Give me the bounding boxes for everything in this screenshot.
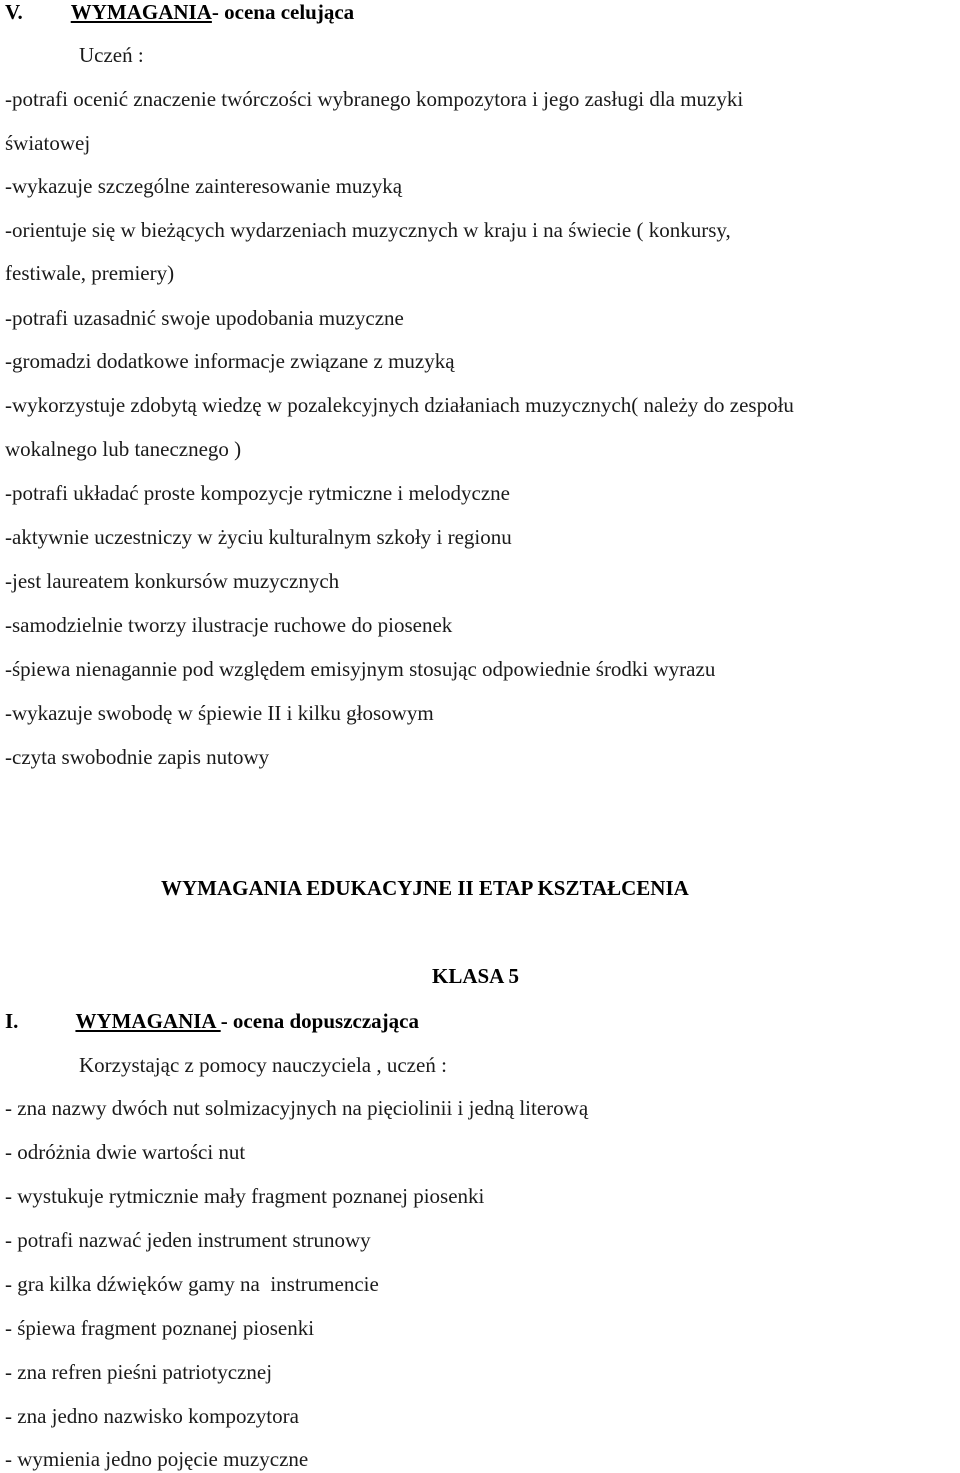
list-item: -wykorzystuje zdobytą wiedzę w pozalekcyjnych działaniach muzycznych( należy do zespołu xyxy=(5,393,794,417)
section-v-intro: Uczeń : xyxy=(79,43,144,67)
list-item: - zna nazwy dwóch nut solmizacyjnych na pięciolinii i jedną literową xyxy=(5,1096,589,1120)
list-item: - wystukuje rytmicznie mały fragment poznanej piosenki xyxy=(5,1184,485,1208)
list-item: -gromadzi dodatkowe informacje związane z muzyką xyxy=(5,349,455,373)
list-item: - zna refren pieśni patriotycznej xyxy=(5,1360,273,1384)
class-heading: KLASA 5 xyxy=(432,964,519,988)
section-v-heading xyxy=(5,0,354,24)
page-heading: WYMAGANIA EDUKACYJNE II ETAP KSZTAŁCENIA xyxy=(161,876,689,900)
list-item: -wykazuje szczególne zainteresowanie muzyką xyxy=(5,174,403,198)
list-item: - potrafi nazwać jeden instrument strunowy xyxy=(5,1228,371,1252)
section-v-title-rest: - ocena celująca xyxy=(211,0,355,24)
section-i-numeral: I. xyxy=(5,1009,19,1033)
section-v-title-underlined: WYMAGANIA xyxy=(70,0,212,24)
list-item: -śpiewa nienagannie pod względem emisyjnym stosując odpowiednie środki wyrazu xyxy=(5,657,716,681)
list-item: - zna jedno nazwisko kompozytora xyxy=(5,1404,299,1428)
list-item: -orientuje się w bieżących wydarzeniach muzycznych w kraju i na świecie ( konkursy, xyxy=(5,218,731,242)
section-i-title-underlined: WYMAGANIA xyxy=(75,1009,221,1033)
list-item: -aktywnie uczestniczy w życiu kulturalnym szkoły i regionu xyxy=(5,525,512,549)
list-item: -potrafi układać proste kompozycje rytmiczne i melodyczne xyxy=(5,481,510,505)
section-i-heading xyxy=(5,1009,419,1033)
list-item: światowej xyxy=(5,131,91,155)
list-item: wokalnego lub tanecznego ) xyxy=(5,437,242,461)
list-item: - gra kilka dźwięków gamy na instrumencie xyxy=(5,1272,379,1296)
list-item: -potrafi uzasadnić swoje upodobania muzyczne xyxy=(5,306,404,330)
list-item: festiwale, premiery) xyxy=(5,261,175,285)
list-item: -czyta swobodnie zapis nutowy xyxy=(5,745,270,769)
section-v-numeral: V. xyxy=(5,0,23,24)
section-i-title-rest: - ocena dopuszczająca xyxy=(220,1009,419,1033)
list-item: -potrafi ocenić znaczenie twórczości wybranego kompozytora i jego zasługi dla muzyki xyxy=(5,87,744,111)
section-i-intro: Korzystając z pomocy nauczyciela , uczeń : xyxy=(79,1053,447,1077)
list-item: - wymienia jedno pojęcie muzyczne xyxy=(5,1447,309,1471)
list-item: -samodzielnie tworzy ilustracje ruchowe do piosenek xyxy=(5,613,453,637)
list-item: -jest laureatem konkursów muzycznych xyxy=(5,569,340,593)
list-item: - śpiewa fragment poznanej piosenki xyxy=(5,1316,315,1340)
list-item: - odróżnia dwie wartości nut xyxy=(5,1140,246,1164)
list-item: -wykazuje swobodę w śpiewie II i kilku głosowym xyxy=(5,701,434,725)
